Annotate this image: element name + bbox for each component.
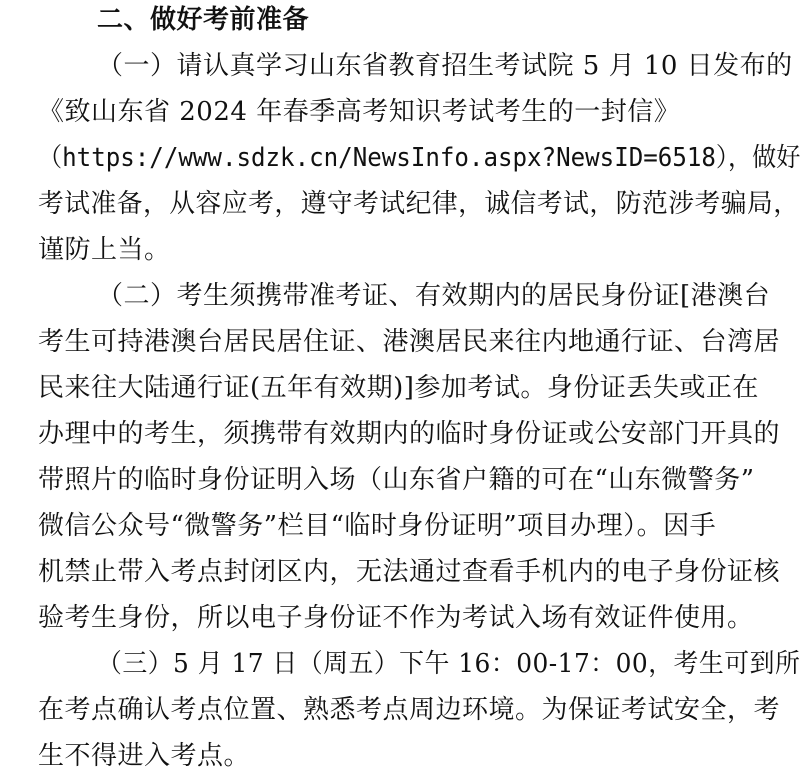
paragraph-3-line-1: （三）5 月 17 日（周五）下午 16：00-17：00，考生可到所 (97, 649, 801, 679)
paragraph-3-line-2: 在考点确认考点位置、熟悉考点周边环境。为保证考试安全，考 (38, 695, 781, 725)
paragraph-1-line-5: 谨防上当。 (38, 235, 171, 265)
paragraph-1-line-2: 《致山东省 2024 年春季高考知识考试考生的一封信》 (38, 97, 681, 127)
paragraph-2-line-7: 机禁止带入考点封闭区内，无法通过查看手机内的电子身份证核 (38, 557, 781, 587)
paragraph-3-line-3: 生不得进入考点。 (38, 741, 251, 771)
paragraph-2-line-6: 微信公众号“微警务”栏目“临时身份证明”项目办理）。因手 (38, 511, 717, 541)
paragraph-2-line-2: 考生可持港澳台居民居住证、港澳居民来往内地通行证、台湾居 (38, 327, 781, 357)
paragraph-1-line-1: （一）请认真学习山东省教育招生考试院 5 月 10 日发布的 (97, 51, 793, 81)
paragraph-2-line-5: 带照片的临时身份证明入场（山东省户籍的可在“山东微警务” (38, 465, 755, 495)
paragraph-2-line-4: 办理中的考生，须携带有效期内的临时身份证或公安部门开具的 (38, 419, 781, 449)
paragraph-1-line-3: （https://www.sdzk.cn/NewsInfo.aspx?NewsID=6518），做好 (38, 143, 801, 173)
paragraph-2-line-8: 验考生身份，所以电子身份证不作为考试入场有效证件使用。 (38, 603, 754, 633)
paragraph-2-line-1: （二）考生须携带准考证、有效期内的居民身份证[港澳台 (97, 281, 771, 311)
paragraph-1-line-4: 考试准备，从容应考，遵守考试纪律，诚信考试，防范涉考骗局， (38, 189, 800, 219)
paragraph-2-line-3: 民来往大陆通行证(五年有效期)]参加考试。身份证丢失或正在 (38, 373, 759, 403)
section-heading: 二、做好考前准备 (97, 5, 310, 35)
